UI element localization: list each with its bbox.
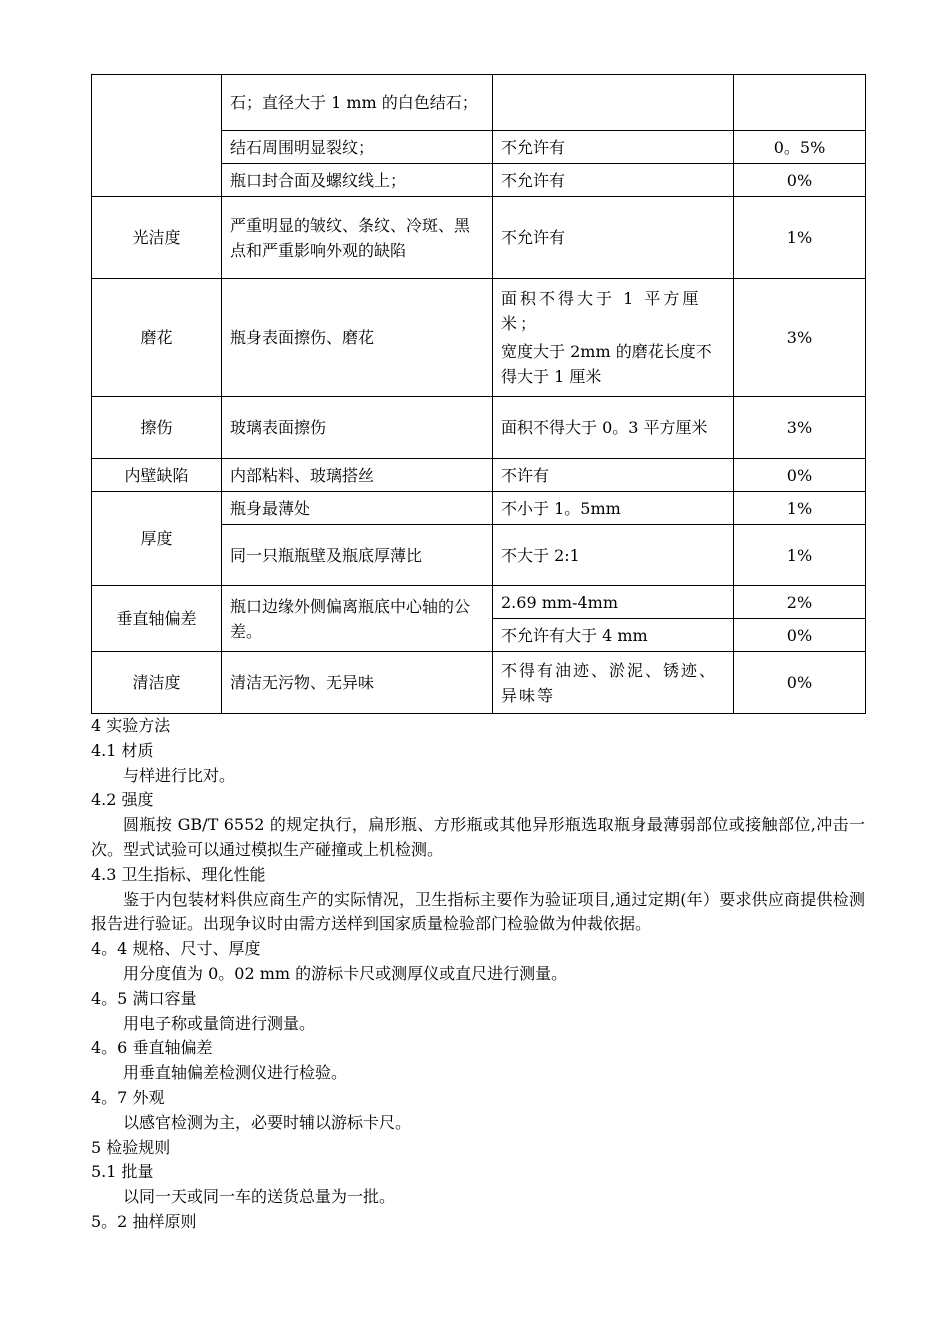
- rate-cell: 0。5%: [734, 131, 866, 164]
- category-cell: 内壁缺陷: [92, 459, 222, 492]
- requirement-cell: 2.69 mm-4mm: [493, 586, 734, 619]
- requirement-cell: 不许有: [493, 459, 734, 492]
- rate-cell: [734, 75, 866, 131]
- requirement-cell: [493, 279, 734, 397]
- section-heading: 4.1 材质: [91, 740, 154, 760]
- rate-cell: 3%: [734, 397, 866, 459]
- table-row: [92, 459, 866, 492]
- section-heading: 4.3 卫生指标、理化性能: [91, 864, 266, 884]
- description-cell: 结石周围明显裂纹；: [222, 131, 493, 164]
- requirement-cell: 不允许有: [493, 164, 734, 197]
- paragraph: 以同一天或同一车的送货总量为一批。: [123, 1187, 396, 1207]
- requirement-line: 宽度大于 2mm 的磨花长度不得大于 1 厘米: [501, 342, 712, 386]
- requirement-line: 面积不得大于 1 平方厘米；: [501, 289, 702, 333]
- paragraph: 圆瓶按 GB/T 6552 的规定执行，扁形瓶、方形瓶或其他异形瓶选取瓶身最薄弱部位或接触部位,冲击一次。型式试验可以通过模拟生产碰撞或上机检测。: [91, 815, 865, 859]
- body-text: [91, 714, 865, 1235]
- requirement-cell: 不允许有: [493, 131, 734, 164]
- description-cell: 石；直径大于 1 mm 的白色结石；: [222, 75, 493, 131]
- description-cell: 玻璃表面擦伤: [222, 397, 493, 459]
- table-row: [92, 279, 866, 397]
- rate-cell: 2%: [734, 586, 866, 619]
- rate-cell: 1%: [734, 492, 866, 525]
- rate-cell: 1%: [734, 525, 866, 586]
- table-row: [92, 652, 866, 714]
- paragraph: 用分度值为 0。02 mm 的游标卡尺或测厚仪或直尺进行测量。: [123, 963, 568, 983]
- description-cell: 瓶口封合面及螺纹线上；: [222, 164, 493, 197]
- description-cell: 清洁无污物、无异味: [222, 652, 493, 714]
- requirement-cell: 不允许有: [493, 197, 734, 279]
- section-heading: 5。2 抽样原则: [91, 1211, 197, 1231]
- requirement-cell: 不允许有大于 4 mm: [493, 619, 734, 652]
- section-heading: 5 检验规则: [91, 1137, 171, 1157]
- category-cell: 清洁度: [92, 652, 222, 714]
- rate-cell: 1%: [734, 197, 866, 279]
- category-cell: 垂直轴偏差: [92, 586, 222, 652]
- description-cell: 严重明显的皱纹、条纹、冷斑、黑点和严重影响外观的缺陷: [222, 197, 493, 279]
- section-heading: 4 实验方法: [91, 716, 171, 735]
- section-heading: 4。5 满口容量: [91, 988, 197, 1008]
- rate-cell: 0%: [734, 459, 866, 492]
- document-page: [91, 74, 865, 1235]
- table-row: [92, 197, 866, 279]
- table-row: [92, 75, 866, 131]
- requirement-cell: 不小于 1。5mm: [493, 492, 734, 525]
- section-heading: 4。6 垂直轴偏差: [91, 1038, 213, 1058]
- requirement-cell: 不大于 2:1: [493, 525, 734, 586]
- paragraph: 与样进行比对。: [123, 765, 236, 785]
- requirement-cell: 面积不得大于 0。3 平方厘米: [493, 397, 734, 459]
- requirement-cell: [493, 75, 734, 131]
- category-cell: 厚度: [92, 492, 222, 586]
- paragraph: 鉴于内包装材料供应商生产的实际情况，卫生指标主要作为验证项目,通过定期(年）要求供应商提供检测报告进行验证。出现争议时由需方送样到国家质量检验部门检验做为仲裁依据。: [91, 889, 865, 934]
- section-heading: 4。4 规格、尺寸、厚度: [91, 939, 261, 959]
- section-heading: 4.2 强度: [91, 790, 154, 810]
- rate-cell: 0%: [734, 164, 866, 197]
- table-row: [92, 586, 866, 619]
- category-cell: 擦伤: [92, 397, 222, 459]
- description-cell: 内部粘料、玻璃搭丝: [222, 459, 493, 492]
- paragraph: 以感官检测为主，必要时辅以游标卡尺。: [123, 1112, 412, 1132]
- rate-cell: 3%: [734, 279, 866, 397]
- section-heading: 5.1 批量: [91, 1162, 154, 1182]
- table-row: [92, 492, 866, 525]
- category-cell: [92, 75, 222, 197]
- rate-cell: 0%: [734, 652, 866, 714]
- paragraph: 用垂直轴偏差检测仪进行检验。: [123, 1063, 348, 1083]
- rate-cell: 0%: [734, 619, 866, 652]
- description-cell: 瓶身表面擦伤、磨花: [222, 279, 493, 397]
- section-heading: 4。7 外观: [91, 1087, 165, 1107]
- requirement-cell: 不得有油迹、淤泥、锈迹、异味等: [493, 652, 734, 714]
- category-cell: 光洁度: [92, 197, 222, 279]
- description-cell: 瓶身最薄处: [222, 492, 493, 525]
- description-cell: 瓶口边缘外侧偏离瓶底中心轴的公差。: [222, 586, 493, 652]
- paragraph: 用电子称或量筒进行测量。: [123, 1013, 316, 1033]
- category-cell: 磨花: [92, 279, 222, 397]
- table-row: [92, 397, 866, 459]
- description-cell: 同一只瓶瓶壁及瓶底厚薄比: [222, 525, 493, 586]
- inspection-table: [91, 74, 866, 714]
